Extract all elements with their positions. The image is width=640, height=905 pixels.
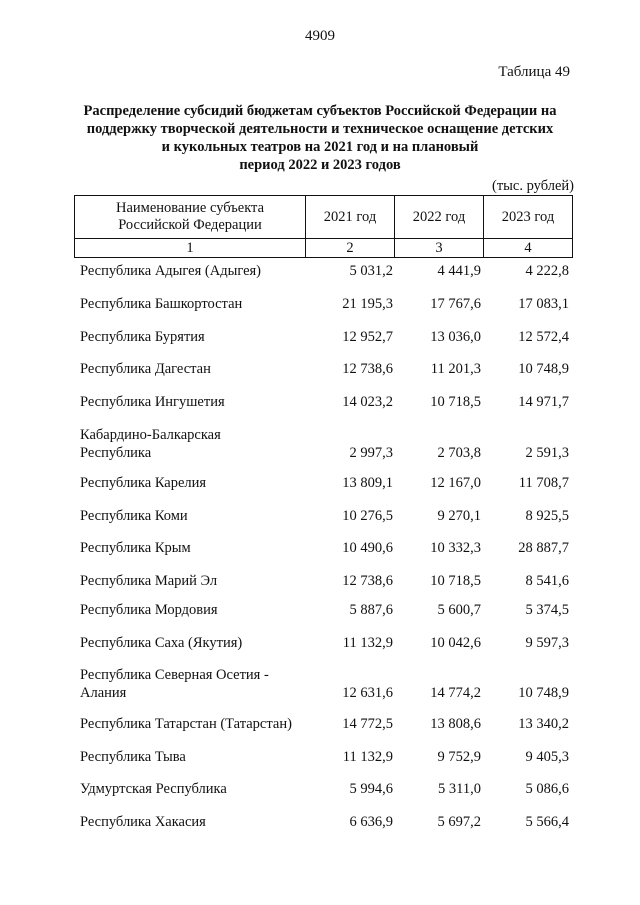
value-2023: 2 591,3 bbox=[525, 445, 569, 461]
value-2023: 17 083,1 bbox=[518, 296, 569, 312]
subject-name bbox=[80, 328, 310, 346]
column-number: 4 bbox=[484, 239, 573, 258]
subject-name bbox=[80, 634, 310, 652]
value-2023: 5 086,6 bbox=[525, 781, 569, 797]
value-2022: 17 767,6 bbox=[430, 296, 481, 312]
header-name-line: Наименование субъекта bbox=[115, 200, 265, 216]
subject-name bbox=[80, 295, 310, 313]
subject-name-line: Республика Татарстан (Татарстан) bbox=[80, 716, 292, 732]
subject-name bbox=[80, 715, 310, 733]
value-2021: 5 031,2 bbox=[349, 263, 393, 279]
subject-name-line: Алания bbox=[80, 685, 127, 701]
value-2022: 13 036,0 bbox=[430, 329, 481, 345]
subject-name bbox=[80, 360, 310, 378]
subject-name-line: Республика Тыва bbox=[80, 749, 186, 765]
column-number: 2 bbox=[306, 239, 395, 258]
subject-name bbox=[80, 601, 310, 619]
value-2021: 10 276,5 bbox=[342, 508, 393, 524]
value-2021: 14 023,2 bbox=[342, 394, 393, 410]
value-2022: 5 600,7 bbox=[437, 602, 481, 618]
subject-name-line: Удмуртская Республика bbox=[80, 781, 227, 797]
table-label: Таблица 49 bbox=[498, 64, 570, 80]
value-2021: 10 490,6 bbox=[342, 540, 393, 556]
subject-name-line: Республика Адыгея (Адыгея) bbox=[80, 263, 262, 279]
value-2023: 5 566,4 bbox=[525, 814, 569, 830]
value-2021: 11 132,9 bbox=[342, 749, 393, 765]
subject-name bbox=[80, 262, 310, 280]
header-name-line: Российской Федерации bbox=[118, 217, 262, 233]
value-2023: 12 572,4 bbox=[518, 329, 569, 345]
subject-name bbox=[80, 539, 310, 557]
value-2023: 14 971,7 bbox=[518, 394, 569, 410]
subject-name-line: Республика Северная Осетия - bbox=[80, 667, 269, 683]
subject-name bbox=[80, 507, 310, 525]
units-note: (тыс. рублей) bbox=[492, 178, 574, 194]
page-number: 4909 bbox=[305, 28, 335, 44]
subject-name bbox=[80, 666, 310, 702]
title-line: поддержку творческой деятельности и техническое оснащение детских bbox=[86, 121, 554, 137]
subject-name-line: Республика Саха (Якутия) bbox=[80, 635, 243, 651]
value-2023: 9 405,3 bbox=[525, 749, 569, 765]
subject-name bbox=[80, 474, 310, 492]
title-line: Распределение субсидий бюджетам субъектов Российской Федерации на bbox=[83, 103, 557, 119]
value-2021: 14 772,5 bbox=[342, 716, 393, 732]
subject-name bbox=[80, 748, 310, 766]
value-2022: 12 167,0 bbox=[430, 475, 481, 491]
value-2021: 13 809,1 bbox=[342, 475, 393, 491]
value-2023: 9 597,3 bbox=[525, 635, 569, 651]
value-2021: 11 132,9 bbox=[342, 635, 393, 651]
value-2023: 28 887,7 bbox=[518, 540, 569, 556]
value-2023: 8 925,5 bbox=[525, 508, 569, 524]
value-2021: 5 887,6 bbox=[349, 602, 393, 618]
value-2022: 5 697,2 bbox=[437, 814, 481, 830]
value-2021: 21 195,3 bbox=[342, 296, 393, 312]
subject-name bbox=[80, 813, 310, 831]
value-2022: 13 808,6 bbox=[430, 716, 481, 732]
value-2023: 5 374,5 bbox=[525, 602, 569, 618]
value-2023: 13 340,2 bbox=[518, 716, 569, 732]
subject-name-line: Республика Крым bbox=[80, 540, 191, 556]
value-2021: 6 636,9 bbox=[349, 814, 393, 830]
subject-name-line: Республика Коми bbox=[80, 508, 188, 524]
subject-name-line: Республика bbox=[80, 445, 152, 461]
subject-name-line: Республика Карелия bbox=[80, 475, 207, 491]
value-2022: 5 311,0 bbox=[438, 781, 481, 797]
value-2022: 10 042,6 bbox=[430, 635, 481, 651]
subject-name-line: Республика Бурятия bbox=[80, 329, 205, 345]
value-2023: 10 748,9 bbox=[518, 685, 569, 701]
column-number: 1 bbox=[75, 239, 306, 258]
value-2022: 10 718,5 bbox=[430, 394, 481, 410]
subject-name bbox=[80, 426, 310, 462]
header-2022: 2022 год bbox=[395, 196, 484, 239]
header-name-cell bbox=[75, 196, 306, 239]
value-2022: 11 201,3 bbox=[430, 361, 481, 377]
value-2022: 10 718,5 bbox=[430, 573, 481, 589]
value-2021: 12 631,6 bbox=[342, 685, 393, 701]
value-2021: 12 738,6 bbox=[342, 361, 393, 377]
subject-name-line: Республика Мордовия bbox=[80, 602, 218, 618]
table-header bbox=[74, 195, 573, 258]
value-2023: 10 748,9 bbox=[518, 361, 569, 377]
value-2021: 2 997,3 bbox=[349, 445, 393, 461]
subject-name-line: Республика Марий Эл bbox=[80, 573, 218, 589]
value-2022: 14 774,2 bbox=[430, 685, 481, 701]
title-line: период 2022 и 2023 годов bbox=[239, 157, 401, 173]
subject-name-line: Республика Башкортостан bbox=[80, 296, 243, 312]
header-2021: 2021 год bbox=[306, 196, 395, 239]
document-title bbox=[60, 102, 580, 174]
value-2022: 2 703,8 bbox=[437, 445, 481, 461]
value-2022: 9 270,1 bbox=[437, 508, 481, 524]
subject-name-line: Кабардино-Балкарская bbox=[80, 427, 221, 443]
value-2023: 11 708,7 bbox=[518, 475, 569, 491]
subject-name-line: Республика Дагестан bbox=[80, 361, 211, 377]
subject-name-line: Республика Ингушетия bbox=[80, 394, 225, 410]
value-2023: 4 222,8 bbox=[525, 263, 569, 279]
value-2022: 4 441,9 bbox=[437, 263, 481, 279]
column-number: 3 bbox=[395, 239, 484, 258]
subject-name bbox=[80, 572, 310, 590]
value-2021: 12 738,6 bbox=[342, 573, 393, 589]
value-2021: 12 952,7 bbox=[342, 329, 393, 345]
subject-name-line: Республика Хакасия bbox=[80, 814, 206, 830]
title-line: и кукольных театров на 2021 год и на плановый bbox=[161, 139, 479, 155]
value-2023: 8 541,6 bbox=[525, 573, 569, 589]
value-2022: 9 752,9 bbox=[437, 749, 481, 765]
subject-name bbox=[80, 780, 310, 798]
value-2022: 10 332,3 bbox=[430, 540, 481, 556]
subject-name bbox=[80, 393, 310, 411]
header-2023: 2023 год bbox=[484, 196, 573, 239]
value-2021: 5 994,6 bbox=[349, 781, 393, 797]
